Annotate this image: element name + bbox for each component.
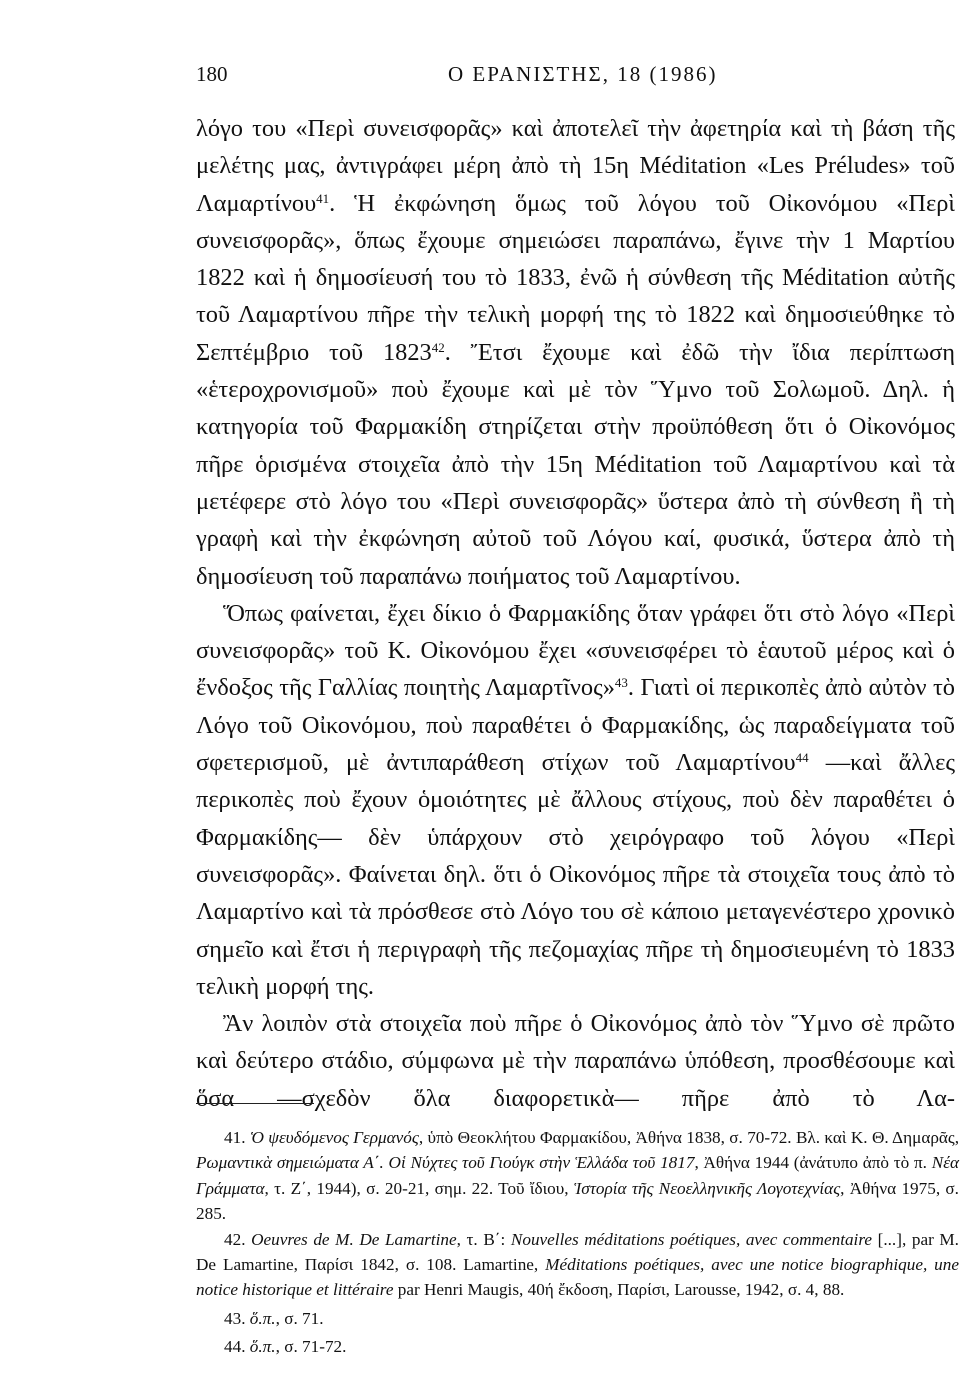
footnote-43-ref: ὅ.π. bbox=[249, 1308, 276, 1328]
footnote-42-title-3: Méditations poétiques, avec une notice biographique, une notice historique et littéraire bbox=[196, 1255, 959, 1300]
footnote-41-text: , ὑπὸ Θεοκλήτου Φαρμακίδου, Ἀθήνα 1838, σ. 70-72. Βλ. καὶ Κ. Θ. Δημαρᾶς, bbox=[418, 1128, 960, 1147]
footnote-number: 41. bbox=[224, 1128, 246, 1147]
footnote-41-text-3: , τ. Ζ΄, 1944), σ. 20-21, σημ. 22. Τοῦ ἴδιου, bbox=[264, 1178, 574, 1198]
footnote-42 bbox=[196, 1227, 959, 1303]
paragraph-2-text-c: —καὶ ἄλλες περικοπὲς ποὺ ἔχουν ὁμοιότητες μὲ ἄλλους στίχους, ποὺ δὲν παραθέτει ὁ Φαρμακίδης— δὲν ὑπάρχουν στὸ χειρόγραφο τοῦ λόγου «Περὶ συνεισφορᾶς». Φαίνεται δηλ. ὅτι ὁ Οἰκονόμος πῆρε τὰ στοιχεῖα τους ἀπὸ τὸ Λαμαρτίνο καὶ τὰ πρόσθεσε στὸ Λόγο του σὲ κάποιο μεταγενέστερο χρονικὸ σημεῖο καὶ ἔτσι ἡ περιγραφὴ τῆς πεζομαχίας πῆρε τὴ δημοσιευμένη τὸ 1833 τελικὴ μορφή της. bbox=[196, 749, 955, 1000]
page-number: 180 bbox=[196, 62, 228, 86]
paragraph-2-text-b: . Γιατὶ οἱ περικοπὲς ἀπὸ αὐτὸν τὸ Λόγο τοῦ Οἰκονόμου, ποὺ παραθέτει ὁ Φαρμακίδης, ὡς παραδείγματα τοῦ σφετερισμοῦ, μὲ ἀντιπαράθεση στίχων τοῦ Λαμαρτίνου bbox=[196, 674, 955, 777]
footnote-ref-44[interactable]: 44 bbox=[795, 750, 809, 766]
footnote-number: 43. bbox=[224, 1308, 246, 1328]
footnote-41-text-4: , Ἀθήνα 1975, σ. 285. bbox=[196, 1178, 959, 1224]
paragraph-1-text-c: . Ἔτσι ἔχουμε καὶ ἐδῶ τὴν ἴδια περίπτωση «ἑτεροχρονισμοῦ» ποὺ ἔχουμε καὶ μὲ τὸν Ὕμνο τοῦ Σολωμοῦ. Δηλ. ἡ κατηγορία τοῦ Φαρμακίδη στηρίζεται στὴν προϋπόθεση ὅτι ὁ Οἰκονόμος πῆρε ὁρισμένα στοιχεῖα ἀπὸ τὴν 15η Méditation τοῦ Λαμαρτίνου καὶ τὰ μετέφερε στὸ λόγο του «Περὶ συνεισφορᾶς» ὕστερα ἀπὸ τὴ σύνθεση ἢ τὴ γραφὴ καὶ τὴν ἐκφώνηση αὐτοῦ τοῦ Λόγου καί, φυσικά, ὕστερα ἀπὸ τὴ δημοσίευση τοῦ παραπάνω ποιήματος τοῦ Λαμαρτίνου. bbox=[196, 338, 956, 590]
footnotes bbox=[196, 1125, 959, 1360]
footnote-ref-42[interactable]: 42 bbox=[431, 339, 445, 355]
paragraph-3: Ἂν λοιπὸν στὰ στοιχεῖα ποὺ πῆρε ὁ Οἰκονόμος ἀπὸ τὸν Ὕμνο σὲ πρῶτο καὶ δεύτερο στάδιο, σύμφωνα μὲ τὴν παραπάνω ὑπόθεση, προσθέσουμε καὶ ὅσα —σχεδὸν ὅλα διαφορετικὰ— πῆρε ἀπὸ τὸ Λα- bbox=[196, 1010, 955, 1112]
footnote-41-title-4: Ἱστορία τῆς Νεοελληνικῆς Λογοτεχνίας bbox=[573, 1178, 841, 1198]
footnote-ref-41[interactable]: 41 bbox=[316, 190, 330, 206]
footnote-41 bbox=[196, 1125, 959, 1227]
body-text bbox=[196, 110, 955, 1117]
paragraph-1-text-b: . Ἡ ἐκφώνηση ὅμως τοῦ λόγου τοῦ Οἰκονόμου «Περὶ συνεισφορᾶς», ὅπως ἔχουμε σημειώσει παραπάνω, ἔγινε τὴν 1 Μαρτίου 1822 καὶ ἡ δημοσίευσή του τὸ 1833, ἐνῶ ἡ σύνθεση τῆς Méditation αὐτῆς τοῦ Λαμαρτίνου πῆρε τὴν τελικὴ μορφή της τὸ 1822 καὶ δημοσιεύθηκε τὸ Σεπτέμβριο τοῦ 1823 bbox=[196, 189, 955, 366]
footnote-41-text-2: , Ἀθήνα 1944 (ἀνάτυπο ἀπὸ τὸ π. bbox=[694, 1153, 932, 1173]
running-head: Ο ΕΡΑΝΙΣΤΗΣ, 18 (1986) bbox=[448, 62, 718, 86]
footnote-42-text: , τ. Β΄: bbox=[456, 1229, 511, 1249]
footnote-ref-43[interactable]: 43 bbox=[614, 675, 628, 691]
footnote-divider bbox=[196, 1103, 314, 1104]
footnote-43 bbox=[196, 1306, 959, 1331]
footnote-42-text-2: [...], par M. De Lamartine, Παρίσι 1842, σ. 108. Lamartine, bbox=[196, 1229, 959, 1275]
footnote-44 bbox=[196, 1334, 959, 1359]
footnote-41-title: Ὁ ψευδόμενος Γερμανός bbox=[249, 1128, 419, 1147]
footnote-number: 44. bbox=[224, 1337, 246, 1357]
page-header bbox=[196, 62, 956, 96]
footnote-42-text-3: par Henri Maugis, 40ή ἔκδοση, Παρίσι, Larousse, 1942, σ. 4, 88. bbox=[393, 1280, 845, 1300]
paragraph-2 bbox=[196, 595, 955, 1005]
footnote-44-ref: ὅ.π. bbox=[249, 1337, 276, 1357]
paragraph-1-text-a: λόγο του «Περὶ συνεισφορᾶς» καὶ ἀποτελεῖ τὴν ἀφετηρία καὶ τὴ βάση τῆς μελέτης μας, ἀντιγράφει μέρη ἀπὸ τὴ 15η Méditation «Les Préludes» τοῦ Λαμαρτίνου bbox=[196, 115, 955, 217]
footnote-41-title-2: Ρωμαντικὰ σημειώματα Α΄. Οἱ Νύχτες τοῦ Γιούγκ στὴν Ἑλλάδα τοῦ 1817 bbox=[196, 1153, 695, 1173]
paragraph-1 bbox=[196, 110, 955, 595]
footnote-41-title-3: Νέα Γράμματα bbox=[196, 1153, 959, 1198]
footnote-number: 42. bbox=[224, 1229, 246, 1249]
footnote-44-text: , σ. 71-72. bbox=[275, 1337, 347, 1357]
footnote-42-title: Oeuvres de M. De Lamartine bbox=[251, 1229, 457, 1249]
footnote-43-text: , σ. 71. bbox=[275, 1308, 324, 1328]
footnote-42-title-2: Nouvelles méditations poétiques, avec commentaire bbox=[510, 1229, 873, 1249]
paragraph-2-text-a: Ὅπως φαίνεται, ἔχει δίκιο ὁ Φαρμακίδης ὅταν γράφει ὅτι στὸ λόγο «Περὶ συνεισφορᾶς» τοῦ Κ. Οἰκονόμου ἔχει «συνεισφέρει τὸ ἑαυτοῦ μέρος καὶ ὁ ἔνδοξος τῆς Γαλλίας ποιητὴς Λαμαρτῖνος» bbox=[196, 599, 955, 702]
